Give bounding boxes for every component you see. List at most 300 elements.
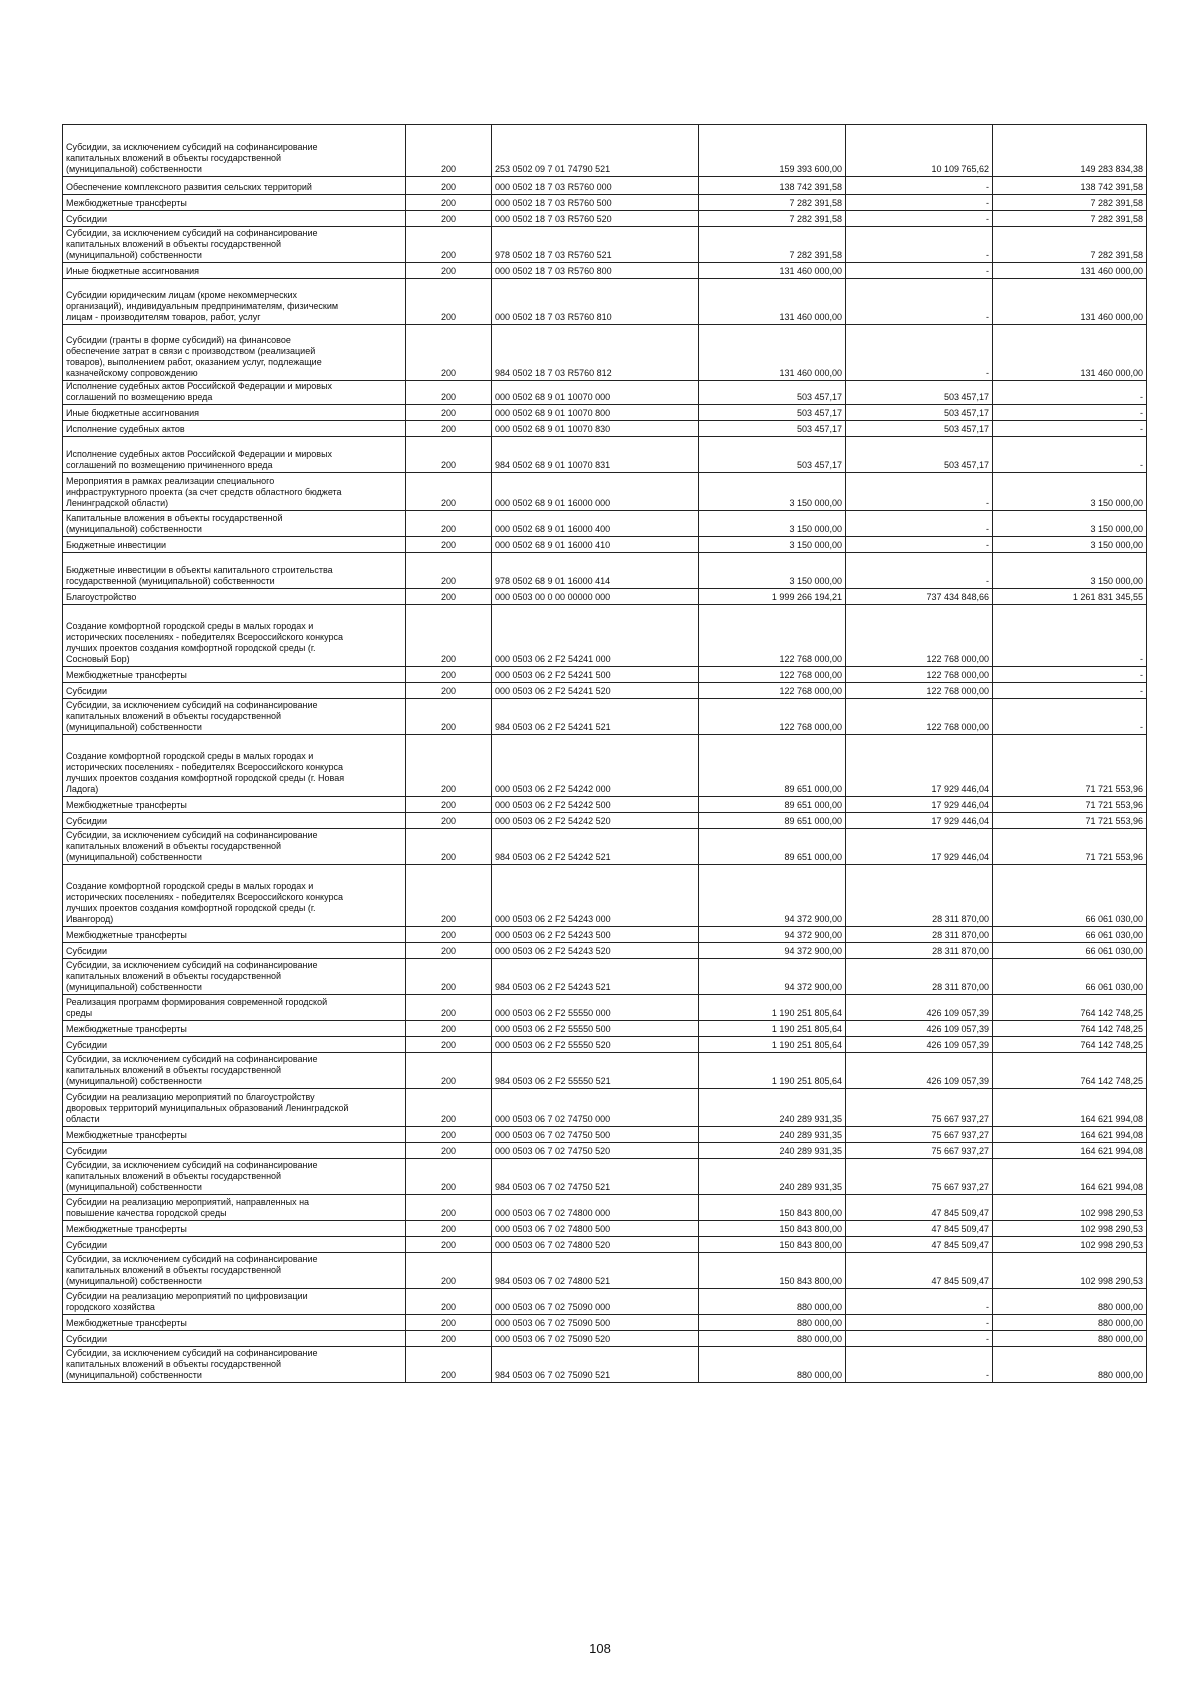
- table-row: [63, 227, 1147, 263]
- row-unexecuted-cell: 102 998 290,53: [993, 1195, 1147, 1221]
- row-name-cell: Субсидии: [63, 211, 406, 227]
- row-executed-cell: 503 457,17: [846, 405, 993, 421]
- row-name-cell: Иные бюджетные ассигнования: [63, 405, 406, 421]
- row-executed-cell: 503 457,17: [846, 421, 993, 437]
- row-code-cell: 200: [406, 279, 492, 325]
- row-name-cell: Бюджетные инвестиции в объекты капитального строительства государственной (муниципальной) собственности: [63, 553, 406, 589]
- table-row: [63, 553, 1147, 589]
- row-approved-cell: 94 372 900,00: [699, 943, 846, 959]
- row-code-cell: 200: [406, 1221, 492, 1237]
- row-kbk-cell: 984 0502 68 9 01 10070 831: [492, 437, 699, 473]
- row-unexecuted-cell: 66 061 030,00: [993, 959, 1147, 995]
- row-approved-cell: 3 150 000,00: [699, 553, 846, 589]
- row-unexecuted-cell: 3 150 000,00: [993, 537, 1147, 553]
- row-kbk-cell: 000 0502 18 7 03 R5760 000: [492, 177, 699, 195]
- row-unexecuted-cell: 164 621 994,08: [993, 1089, 1147, 1127]
- row-executed-cell: -: [846, 227, 993, 263]
- row-approved-cell: 7 282 391,58: [699, 195, 846, 211]
- row-code-cell: 200: [406, 1089, 492, 1127]
- row-code-cell: 200: [406, 125, 492, 177]
- table-row: [63, 537, 1147, 553]
- row-kbk-cell: 984 0503 06 7 02 74750 521: [492, 1159, 699, 1195]
- budget-execution-table: [62, 124, 1147, 1383]
- row-unexecuted-cell: 7 282 391,58: [993, 211, 1147, 227]
- row-name-cell: Субсидии, за исключением субсидий на софинансирование капитальных вложений в объекты государственной (муниципальной) собственности: [63, 1053, 406, 1089]
- row-kbk-cell: 000 0503 06 2 F2 55550 520: [492, 1037, 699, 1053]
- table-row: [63, 683, 1147, 699]
- row-code-cell: 200: [406, 927, 492, 943]
- row-executed-cell: 47 845 509,47: [846, 1195, 993, 1221]
- table-row: [63, 177, 1147, 195]
- row-approved-cell: 880 000,00: [699, 1315, 846, 1331]
- row-name-cell: Субсидии, за исключением субсидий на софинансирование капитальных вложений в объекты государственной (муниципальной) собственности: [63, 125, 406, 177]
- table-row: [63, 735, 1147, 797]
- row-kbk-cell: 000 0503 06 7 02 75090 500: [492, 1315, 699, 1331]
- table-row: [63, 263, 1147, 279]
- row-unexecuted-cell: 102 998 290,53: [993, 1221, 1147, 1237]
- row-name-cell: Реализация программ формирования современной городской среды: [63, 995, 406, 1021]
- row-code-cell: 200: [406, 211, 492, 227]
- row-name-cell: Бюджетные инвестиции: [63, 537, 406, 553]
- row-name-cell: Субсидии, за исключением субсидий на софинансирование капитальных вложений в объекты государственной (муниципальной) собственности: [63, 959, 406, 995]
- table-row: [63, 1221, 1147, 1237]
- row-approved-cell: 94 372 900,00: [699, 959, 846, 995]
- row-name-cell: Субсидии, за исключением субсидий на софинансирование капитальных вложений в объекты государственной (муниципальной) собственности: [63, 1253, 406, 1289]
- row-approved-cell: 880 000,00: [699, 1347, 846, 1383]
- row-approved-cell: 880 000,00: [699, 1289, 846, 1315]
- table-row: [63, 1331, 1147, 1347]
- row-name-cell: Субсидии юридическим лицам (кроме некоммерческих организаций), индивидуальным предпринимателям, физическим лицам - производителям товаров, работ, услуг: [63, 279, 406, 325]
- row-code-cell: 200: [406, 735, 492, 797]
- row-approved-cell: 3 150 000,00: [699, 473, 846, 511]
- row-unexecuted-cell: -: [993, 381, 1147, 405]
- row-executed-cell: -: [846, 553, 993, 589]
- row-code-cell: 200: [406, 1237, 492, 1253]
- table-row: [63, 405, 1147, 421]
- row-executed-cell: 75 667 937,27: [846, 1127, 993, 1143]
- page-number: 108: [589, 1641, 611, 1656]
- row-unexecuted-cell: 66 061 030,00: [993, 927, 1147, 943]
- row-unexecuted-cell: 764 142 748,25: [993, 995, 1147, 1021]
- row-unexecuted-cell: 149 283 834,38: [993, 125, 1147, 177]
- row-code-cell: 200: [406, 1127, 492, 1143]
- table-row: [63, 1237, 1147, 1253]
- table-row: [63, 605, 1147, 667]
- row-code-cell: 200: [406, 1289, 492, 1315]
- row-name-cell: Субсидии, за исключением субсидий на софинансирование капитальных вложений в объекты государственной (муниципальной) собственности: [63, 829, 406, 865]
- row-unexecuted-cell: 164 621 994,08: [993, 1159, 1147, 1195]
- row-approved-cell: 131 460 000,00: [699, 325, 846, 381]
- row-name-cell: Субсидии: [63, 1037, 406, 1053]
- row-unexecuted-cell: -: [993, 683, 1147, 699]
- row-kbk-cell: 000 0503 06 2 F2 54242 000: [492, 735, 699, 797]
- row-kbk-cell: 978 0502 68 9 01 16000 414: [492, 553, 699, 589]
- row-unexecuted-cell: 880 000,00: [993, 1347, 1147, 1383]
- row-kbk-cell: 978 0502 18 7 03 R5760 521: [492, 227, 699, 263]
- row-unexecuted-cell: 66 061 030,00: [993, 943, 1147, 959]
- row-unexecuted-cell: 3 150 000,00: [993, 473, 1147, 511]
- row-code-cell: 200: [406, 813, 492, 829]
- row-name-cell: Межбюджетные трансферты: [63, 667, 406, 683]
- row-executed-cell: 426 109 057,39: [846, 995, 993, 1021]
- row-code-cell: 200: [406, 1331, 492, 1347]
- row-approved-cell: 150 843 800,00: [699, 1237, 846, 1253]
- row-name-cell: Создание комфортной городской среды в малых городах и исторических поселениях - победителях Всероссийского конкурса лучших проектов создания комфортной городской среды (г. Сосновый Бор): [63, 605, 406, 667]
- row-executed-cell: -: [846, 537, 993, 553]
- row-name-cell: Исполнение судебных актов Российской Федерации и мировых соглашений по возмещению вреда: [63, 381, 406, 405]
- table-row: [63, 195, 1147, 211]
- row-unexecuted-cell: 138 742 391,58: [993, 177, 1147, 195]
- table-row: [63, 1053, 1147, 1089]
- row-executed-cell: -: [846, 177, 993, 195]
- row-kbk-cell: 000 0502 68 9 01 10070 830: [492, 421, 699, 437]
- row-code-cell: 200: [406, 537, 492, 553]
- row-code-cell: 200: [406, 227, 492, 263]
- row-name-cell: Субсидии (гранты в форме субсидий) на финансовое обеспечение затрат в связи с производством (реализацией товаров), выполнением работ, оказанием услуг, подлежащие казначейскому сопровождению: [63, 325, 406, 381]
- row-kbk-cell: 000 0503 06 2 F2 55550 500: [492, 1021, 699, 1037]
- row-executed-cell: 122 768 000,00: [846, 683, 993, 699]
- row-name-cell: Исполнение судебных актов: [63, 421, 406, 437]
- table-row: [63, 1021, 1147, 1037]
- row-executed-cell: 426 109 057,39: [846, 1053, 993, 1089]
- row-unexecuted-cell: 1 261 831 345,55: [993, 589, 1147, 605]
- row-unexecuted-cell: 102 998 290,53: [993, 1237, 1147, 1253]
- row-approved-cell: 1 190 251 805,64: [699, 1053, 846, 1089]
- row-executed-cell: 122 768 000,00: [846, 667, 993, 683]
- row-executed-cell: -: [846, 263, 993, 279]
- row-code-cell: 200: [406, 959, 492, 995]
- row-approved-cell: 3 150 000,00: [699, 511, 846, 537]
- row-kbk-cell: 000 0502 18 7 03 R5760 810: [492, 279, 699, 325]
- row-code-cell: 200: [406, 797, 492, 813]
- row-code-cell: 200: [406, 865, 492, 927]
- row-approved-cell: 150 843 800,00: [699, 1253, 846, 1289]
- row-code-cell: 200: [406, 1053, 492, 1089]
- row-kbk-cell: 000 0503 06 7 02 74750 500: [492, 1127, 699, 1143]
- row-executed-cell: 28 311 870,00: [846, 927, 993, 943]
- row-name-cell: Субсидии на реализацию мероприятий, направленных на повышение качества городской среды: [63, 1195, 406, 1221]
- row-unexecuted-cell: 71 721 553,96: [993, 797, 1147, 813]
- row-unexecuted-cell: -: [993, 699, 1147, 735]
- row-kbk-cell: 984 0502 18 7 03 R5760 812: [492, 325, 699, 381]
- row-code-cell: 200: [406, 1037, 492, 1053]
- row-kbk-cell: 000 0503 06 7 02 75090 520: [492, 1331, 699, 1347]
- table-row: [63, 1037, 1147, 1053]
- row-code-cell: 200: [406, 405, 492, 421]
- row-code-cell: 200: [406, 421, 492, 437]
- row-unexecuted-cell: 764 142 748,25: [993, 1053, 1147, 1089]
- row-approved-cell: 159 393 600,00: [699, 125, 846, 177]
- row-unexecuted-cell: 102 998 290,53: [993, 1253, 1147, 1289]
- row-name-cell: Мероприятия в рамках реализации специального инфраструктурного проекта (за счет средств областного бюджета Ленинградской области): [63, 473, 406, 511]
- row-executed-cell: -: [846, 211, 993, 227]
- row-unexecuted-cell: 7 282 391,58: [993, 195, 1147, 211]
- row-executed-cell: 17 929 446,04: [846, 813, 993, 829]
- row-approved-cell: 1 999 266 194,21: [699, 589, 846, 605]
- row-kbk-cell: 000 0502 18 7 03 R5760 800: [492, 263, 699, 279]
- row-code-cell: 200: [406, 1143, 492, 1159]
- row-approved-cell: 122 768 000,00: [699, 605, 846, 667]
- table-row: [63, 1143, 1147, 1159]
- row-kbk-cell: 000 0503 06 2 F2 54242 520: [492, 813, 699, 829]
- row-kbk-cell: 000 0503 06 2 F2 54243 520: [492, 943, 699, 959]
- row-approved-cell: 94 372 900,00: [699, 865, 846, 927]
- row-executed-cell: -: [846, 195, 993, 211]
- row-kbk-cell: 000 0502 68 9 01 16000 000: [492, 473, 699, 511]
- row-kbk-cell: 000 0502 18 7 03 R5760 520: [492, 211, 699, 227]
- row-executed-cell: 122 768 000,00: [846, 605, 993, 667]
- row-executed-cell: -: [846, 1347, 993, 1383]
- row-kbk-cell: 000 0503 06 2 F2 54241 000: [492, 605, 699, 667]
- row-approved-cell: 1 190 251 805,64: [699, 995, 846, 1021]
- row-executed-cell: 75 667 937,27: [846, 1089, 993, 1127]
- row-name-cell: Благоустройство: [63, 589, 406, 605]
- table-row: [63, 473, 1147, 511]
- row-executed-cell: 75 667 937,27: [846, 1143, 993, 1159]
- row-name-cell: Субсидии, за исключением субсидий на софинансирование капитальных вложений в объекты государственной (муниципальной) собственности: [63, 1347, 406, 1383]
- row-executed-cell: 75 667 937,27: [846, 1159, 993, 1195]
- row-executed-cell: 47 845 509,47: [846, 1253, 993, 1289]
- row-unexecuted-cell: 131 460 000,00: [993, 325, 1147, 381]
- row-name-cell: Субсидии на реализацию мероприятий по благоустройству дворовых территорий муниципальных образований Ленинградской области: [63, 1089, 406, 1127]
- row-executed-cell: -: [846, 1315, 993, 1331]
- row-executed-cell: 28 311 870,00: [846, 959, 993, 995]
- row-kbk-cell: 253 0502 09 7 01 74790 521: [492, 125, 699, 177]
- row-name-cell: Субсидии: [63, 1237, 406, 1253]
- row-executed-cell: 28 311 870,00: [846, 943, 993, 959]
- row-kbk-cell: 000 0503 06 7 02 74800 520: [492, 1237, 699, 1253]
- row-approved-cell: 89 651 000,00: [699, 813, 846, 829]
- row-executed-cell: 426 109 057,39: [846, 1037, 993, 1053]
- row-unexecuted-cell: 164 621 994,08: [993, 1143, 1147, 1159]
- row-code-cell: 200: [406, 683, 492, 699]
- row-approved-cell: 131 460 000,00: [699, 263, 846, 279]
- table-row: [63, 865, 1147, 927]
- table-row: [63, 699, 1147, 735]
- table-body: [63, 125, 1147, 1383]
- row-executed-cell: 122 768 000,00: [846, 699, 993, 735]
- row-executed-cell: 17 929 446,04: [846, 735, 993, 797]
- row-kbk-cell: 000 0503 00 0 00 00000 000: [492, 589, 699, 605]
- row-code-cell: 200: [406, 511, 492, 537]
- row-executed-cell: -: [846, 325, 993, 381]
- row-approved-cell: 94 372 900,00: [699, 927, 846, 943]
- row-unexecuted-cell: 71 721 553,96: [993, 735, 1147, 797]
- row-kbk-cell: 984 0503 06 2 F2 55550 521: [492, 1053, 699, 1089]
- row-approved-cell: 3 150 000,00: [699, 537, 846, 553]
- row-kbk-cell: 000 0503 06 2 F2 55550 000: [492, 995, 699, 1021]
- row-name-cell: Субсидии, за исключением субсидий на софинансирование капитальных вложений в объекты государственной (муниципальной) собственности: [63, 1159, 406, 1195]
- row-executed-cell: -: [846, 473, 993, 511]
- row-kbk-cell: 000 0503 06 2 F2 54241 500: [492, 667, 699, 683]
- table-row: [63, 381, 1147, 405]
- row-code-cell: 200: [406, 699, 492, 735]
- row-executed-cell: 737 434 848,66: [846, 589, 993, 605]
- row-approved-cell: 240 289 931,35: [699, 1143, 846, 1159]
- row-approved-cell: 240 289 931,35: [699, 1127, 846, 1143]
- row-code-cell: 200: [406, 1315, 492, 1331]
- row-name-cell: Обеспечение комплексного развития сельских территорий: [63, 177, 406, 195]
- row-name-cell: Субсидии, за исключением субсидий на софинансирование капитальных вложений в объекты государственной (муниципальной) собственности: [63, 227, 406, 263]
- row-name-cell: Создание комфортной городской среды в малых городах и исторических поселениях - победителях Всероссийского конкурса лучших проектов создания комфортной городской среды (г. Ивангород): [63, 865, 406, 927]
- row-code-cell: 200: [406, 829, 492, 865]
- row-kbk-cell: 000 0502 18 7 03 R5760 500: [492, 195, 699, 211]
- row-executed-cell: -: [846, 279, 993, 325]
- row-kbk-cell: 000 0503 06 7 02 74800 000: [492, 1195, 699, 1221]
- table-row: [63, 437, 1147, 473]
- table-row: [63, 1253, 1147, 1289]
- row-code-cell: 200: [406, 589, 492, 605]
- row-name-cell: Капитальные вложения в объекты государственной (муниципальной) собственности: [63, 511, 406, 537]
- row-approved-cell: 7 282 391,58: [699, 211, 846, 227]
- row-code-cell: 200: [406, 943, 492, 959]
- row-unexecuted-cell: 3 150 000,00: [993, 553, 1147, 589]
- row-unexecuted-cell: 131 460 000,00: [993, 263, 1147, 279]
- row-name-cell: Межбюджетные трансферты: [63, 1315, 406, 1331]
- row-approved-cell: 122 768 000,00: [699, 683, 846, 699]
- row-approved-cell: 122 768 000,00: [699, 699, 846, 735]
- row-unexecuted-cell: -: [993, 437, 1147, 473]
- row-approved-cell: 89 651 000,00: [699, 735, 846, 797]
- row-kbk-cell: 000 0503 06 7 02 74750 520: [492, 1143, 699, 1159]
- row-code-cell: 200: [406, 437, 492, 473]
- table-row: [63, 1315, 1147, 1331]
- row-name-cell: Межбюджетные трансферты: [63, 1127, 406, 1143]
- row-kbk-cell: 984 0503 06 2 F2 54241 521: [492, 699, 699, 735]
- row-unexecuted-cell: 71 721 553,96: [993, 813, 1147, 829]
- row-approved-cell: 503 457,17: [699, 405, 846, 421]
- row-name-cell: Иные бюджетные ассигнования: [63, 263, 406, 279]
- row-unexecuted-cell: 164 621 994,08: [993, 1127, 1147, 1143]
- row-executed-cell: 47 845 509,47: [846, 1221, 993, 1237]
- row-unexecuted-cell: 3 150 000,00: [993, 511, 1147, 537]
- row-name-cell: Межбюджетные трансферты: [63, 195, 406, 211]
- row-unexecuted-cell: 131 460 000,00: [993, 279, 1147, 325]
- table-row: [63, 1347, 1147, 1383]
- row-code-cell: 200: [406, 263, 492, 279]
- row-code-cell: 200: [406, 381, 492, 405]
- row-name-cell: Создание комфортной городской среды в малых городах и исторических поселениях - победителях Всероссийского конкурса лучших проектов создания комфортной городской среды (г. Новая Ладога): [63, 735, 406, 797]
- row-kbk-cell: 984 0503 06 7 02 74800 521: [492, 1253, 699, 1289]
- row-approved-cell: 240 289 931,35: [699, 1159, 846, 1195]
- row-unexecuted-cell: -: [993, 405, 1147, 421]
- row-approved-cell: 1 190 251 805,64: [699, 1021, 846, 1037]
- row-name-cell: Межбюджетные трансферты: [63, 797, 406, 813]
- row-code-cell: 200: [406, 1021, 492, 1037]
- row-unexecuted-cell: -: [993, 605, 1147, 667]
- row-kbk-cell: 000 0502 68 9 01 16000 400: [492, 511, 699, 537]
- table-row: [63, 1195, 1147, 1221]
- row-code-cell: 200: [406, 605, 492, 667]
- row-executed-cell: 28 311 870,00: [846, 865, 993, 927]
- table-row: [63, 125, 1147, 177]
- table-row: [63, 797, 1147, 813]
- row-code-cell: 200: [406, 995, 492, 1021]
- row-code-cell: 200: [406, 325, 492, 381]
- row-code-cell: 200: [406, 553, 492, 589]
- row-unexecuted-cell: 764 142 748,25: [993, 1037, 1147, 1053]
- row-name-cell: Исполнение судебных актов Российской Федерации и мировых соглашений по возмещению причиненного вреда: [63, 437, 406, 473]
- row-code-cell: 200: [406, 177, 492, 195]
- row-unexecuted-cell: 880 000,00: [993, 1331, 1147, 1347]
- table-row: [63, 279, 1147, 325]
- row-name-cell: Субсидии, за исключением субсидий на софинансирование капитальных вложений в объекты государственной (муниципальной) собственности: [63, 699, 406, 735]
- table-row: [63, 667, 1147, 683]
- row-approved-cell: 503 457,17: [699, 421, 846, 437]
- row-approved-cell: 1 190 251 805,64: [699, 1037, 846, 1053]
- row-kbk-cell: 000 0503 06 7 02 74800 500: [492, 1221, 699, 1237]
- row-code-cell: 200: [406, 1195, 492, 1221]
- table-row: [63, 927, 1147, 943]
- row-name-cell: Субсидии: [63, 1143, 406, 1159]
- table-row: [63, 1289, 1147, 1315]
- row-unexecuted-cell: 880 000,00: [993, 1289, 1147, 1315]
- row-approved-cell: 240 289 931,35: [699, 1089, 846, 1127]
- row-executed-cell: -: [846, 1289, 993, 1315]
- row-unexecuted-cell: 7 282 391,58: [993, 227, 1147, 263]
- table-row: [63, 1159, 1147, 1195]
- row-approved-cell: 89 651 000,00: [699, 829, 846, 865]
- table-row: [63, 211, 1147, 227]
- row-approved-cell: 138 742 391,58: [699, 177, 846, 195]
- row-unexecuted-cell: 764 142 748,25: [993, 1021, 1147, 1037]
- row-kbk-cell: 984 0503 06 2 F2 54243 521: [492, 959, 699, 995]
- table-row: [63, 959, 1147, 995]
- row-code-cell: 200: [406, 667, 492, 683]
- row-executed-cell: 17 929 446,04: [846, 829, 993, 865]
- row-unexecuted-cell: 66 061 030,00: [993, 865, 1147, 927]
- row-unexecuted-cell: -: [993, 421, 1147, 437]
- row-unexecuted-cell: 880 000,00: [993, 1315, 1147, 1331]
- row-kbk-cell: 000 0502 68 9 01 10070 800: [492, 405, 699, 421]
- row-approved-cell: 131 460 000,00: [699, 279, 846, 325]
- row-name-cell: Субсидии на реализацию мероприятий по цифровизации городского хозяйства: [63, 1289, 406, 1315]
- row-approved-cell: 503 457,17: [699, 437, 846, 473]
- row-kbk-cell: 000 0503 06 2 F2 54241 520: [492, 683, 699, 699]
- row-code-cell: 200: [406, 1347, 492, 1383]
- row-code-cell: 200: [406, 1253, 492, 1289]
- row-kbk-cell: 000 0502 68 9 01 16000 410: [492, 537, 699, 553]
- table-row: [63, 1127, 1147, 1143]
- row-executed-cell: 503 457,17: [846, 381, 993, 405]
- row-name-cell: Субсидии: [63, 1331, 406, 1347]
- row-code-cell: 200: [406, 473, 492, 511]
- table-row: [63, 829, 1147, 865]
- row-name-cell: Межбюджетные трансферты: [63, 1221, 406, 1237]
- table-row: [63, 995, 1147, 1021]
- row-unexecuted-cell: -: [993, 667, 1147, 683]
- row-kbk-cell: 984 0503 06 2 F2 54242 521: [492, 829, 699, 865]
- table-row: [63, 943, 1147, 959]
- row-kbk-cell: 000 0503 06 2 F2 54243 500: [492, 927, 699, 943]
- row-name-cell: Межбюджетные трансферты: [63, 927, 406, 943]
- row-unexecuted-cell: 71 721 553,96: [993, 829, 1147, 865]
- row-executed-cell: 17 929 446,04: [846, 797, 993, 813]
- row-executed-cell: 47 845 509,47: [846, 1237, 993, 1253]
- row-kbk-cell: 000 0502 68 9 01 10070 000: [492, 381, 699, 405]
- row-approved-cell: 89 651 000,00: [699, 797, 846, 813]
- row-approved-cell: 503 457,17: [699, 381, 846, 405]
- row-kbk-cell: 000 0503 06 2 F2 54243 000: [492, 865, 699, 927]
- row-name-cell: Субсидии: [63, 943, 406, 959]
- table-row: [63, 813, 1147, 829]
- table-row: [63, 1089, 1147, 1127]
- row-approved-cell: 7 282 391,58: [699, 227, 846, 263]
- row-executed-cell: 503 457,17: [846, 437, 993, 473]
- row-executed-cell: -: [846, 1331, 993, 1347]
- row-name-cell: Субсидии: [63, 683, 406, 699]
- row-kbk-cell: 000 0503 06 7 02 75090 000: [492, 1289, 699, 1315]
